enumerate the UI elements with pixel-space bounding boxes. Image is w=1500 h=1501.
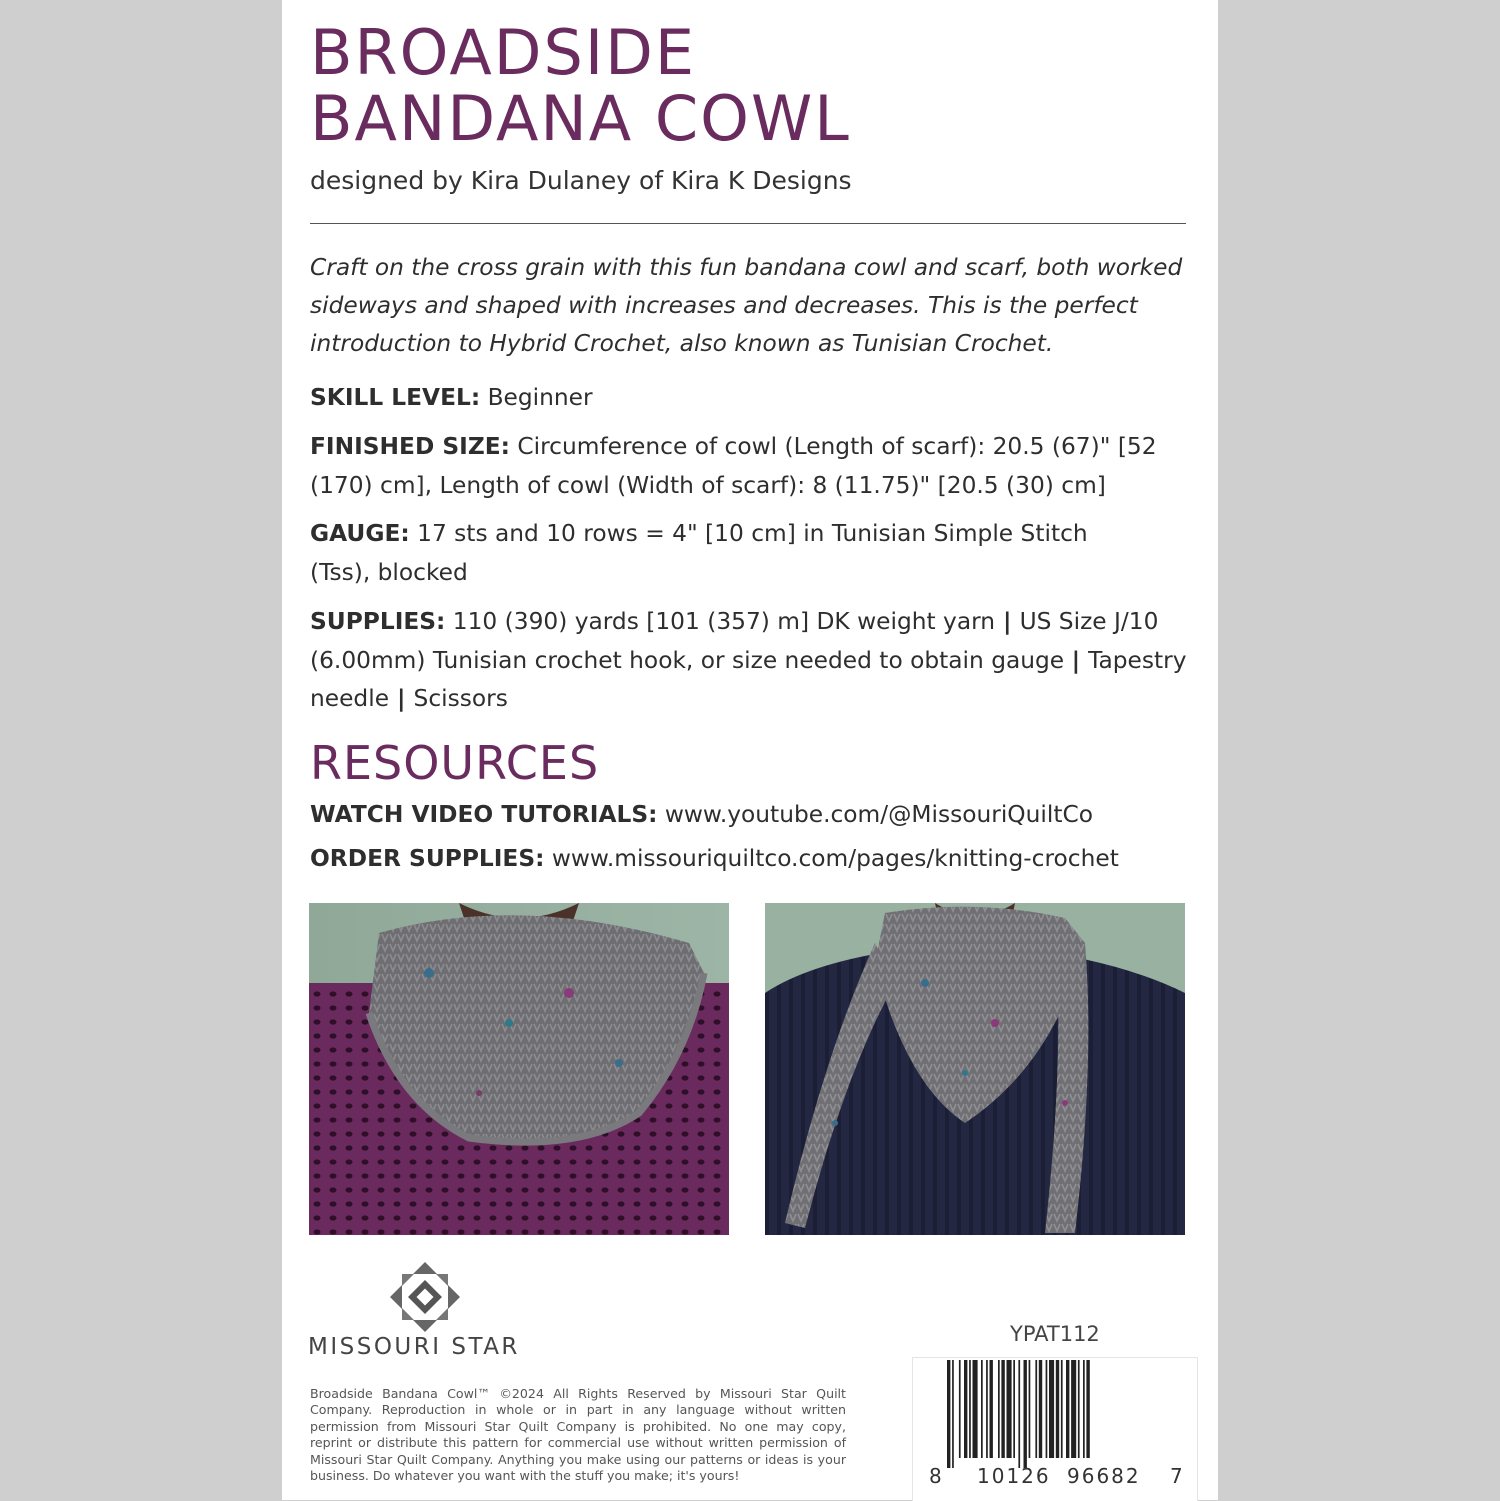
pattern-title: [310, 16, 851, 155]
barcode-digit-last: 7: [1170, 1464, 1183, 1488]
barcode-bar: [1013, 1360, 1015, 1458]
divider: [310, 223, 1186, 224]
order-supplies-label: ORDER SUPPLIES:: [310, 845, 545, 872]
barcode-bar: [1083, 1360, 1085, 1458]
barcode-bar: [1001, 1360, 1004, 1458]
scarf-photo: [765, 903, 1185, 1235]
barcode-bar: [947, 1360, 950, 1468]
copyright-notice: Broadside Bandana Cowl™ ©2024 All Rights Reserved by Missouri Star Quilt Company. Reproduction in whole or in part in any language without written permission from Missouri Star Quilt Company is prohibited. No one may copy, reprint or distribute this pattern for commercial use without written permission of Missouri Star Quilt Company. Anything you make using our patterns or ideas is your business. Do whatever you want with the stuff you make; it's yours!: [310, 1386, 846, 1484]
barcode-bar: [1061, 1360, 1063, 1458]
gauge-label: GAUGE:: [310, 520, 410, 547]
barcode-bar: [952, 1360, 954, 1468]
supplies-hook: US Size J/10 (6.00mm) Tunisian crochet hook, or size needed to obtain gauge: [310, 608, 1159, 674]
supplies-scissors: Scissors: [413, 685, 508, 712]
pattern-back-cover: [282, 0, 1218, 1500]
barcode-bar: [1024, 1360, 1027, 1468]
missouri-star-logo: [308, 1262, 548, 1362]
barcode-bar: [1029, 1360, 1031, 1458]
barcode-bar: [969, 1360, 971, 1458]
supplies-label: SUPPLIES:: [310, 608, 446, 635]
video-tutorials: [310, 801, 1093, 828]
video-tutorials-link[interactable]: www.youtube.com/@MissouriQuiltCo: [664, 801, 1094, 828]
skill-level-label: SKILL LEVEL:: [310, 384, 481, 411]
order-supplies: [310, 845, 1119, 872]
barcode-bar: [1086, 1360, 1089, 1458]
intro-paragraph: Craft on the cross grain with this fun bandana cowl and scarf, both worked sideways and shaped with increases and decreases. This is the perfect introduction to Hybrid Crochet, also known as Tunisian Crochet.: [310, 254, 1183, 357]
barcode-bar: [964, 1360, 967, 1458]
barcode-bar: [1078, 1360, 1080, 1458]
sku-code: YPAT112: [1010, 1322, 1100, 1346]
gauge-value: 17 sts and 10 rows = 4" [10 cm] in Tunisian Simple Stitch (Tss), blocked: [310, 520, 1088, 586]
barcode-digits: [913, 1464, 1197, 1494]
supplies-yarn: 110 (390) yards [101 (357) m] DK weight yarn: [452, 608, 996, 635]
barcode-bar: [973, 1360, 978, 1458]
supplies-separator: |: [397, 685, 406, 712]
barcode-bar: [990, 1360, 993, 1458]
finished-size-label: FINISHED SIZE:: [310, 433, 510, 460]
order-supplies-link[interactable]: www.missouriquiltco.com/pages/knitting-crochet: [551, 845, 1119, 872]
title-line-1: BROADSIDE: [310, 16, 697, 89]
barcode-bar: [998, 1360, 1000, 1458]
finished-size-value: Circumference of cowl (Length of scarf): 20.5 (67)" [52 (170) cm], Length of cowl (Width of scarf): 8 (11.75)" [20.5 (30) cm]: [310, 433, 1157, 499]
barcode-bar: [1035, 1360, 1037, 1458]
barcode-bar: [1007, 1360, 1012, 1458]
quilt-star-icon: [390, 1262, 460, 1332]
barcode-bar: [1071, 1360, 1076, 1458]
cowl-photo: [309, 903, 729, 1235]
designer-byline: designed by Kira Dulaney of Kira K Designs: [310, 166, 852, 195]
barcode-bar: [1066, 1360, 1069, 1458]
supplies-separator: |: [1003, 608, 1012, 635]
logo-wordmark: MISSOURI STAR: [308, 1334, 520, 1360]
barcode-bar: [959, 1360, 961, 1458]
barcode-bar: [981, 1360, 983, 1458]
upc-barcode: [912, 1357, 1198, 1501]
supplies: [310, 603, 1190, 719]
video-tutorials-label: WATCH VIDEO TUTORIALS:: [310, 801, 658, 828]
barcode-bar: [1049, 1360, 1054, 1458]
finished-size: [310, 428, 1190, 505]
barcode-bar: [986, 1360, 988, 1458]
barcode-digits-left: 10126: [977, 1464, 1051, 1488]
skill-level: [310, 379, 1190, 418]
resources-heading: RESOURCES: [310, 736, 600, 790]
barcode-digit-first: 8: [929, 1464, 942, 1488]
skill-level-value: Beginner: [487, 384, 593, 411]
supplies-separator: |: [1071, 646, 1081, 674]
gauge: [310, 515, 1110, 592]
barcode-digits-right: 96682: [1067, 1464, 1141, 1488]
barcode-bars: [913, 1358, 1197, 1468]
barcode-bar: [1018, 1360, 1020, 1468]
barcode-bar: [1039, 1360, 1042, 1458]
supplies-needle: Tapestry needle: [310, 646, 1187, 712]
title-line-2: BANDANA COWL: [310, 82, 851, 155]
barcode-bar: [1056, 1360, 1059, 1458]
barcode-bar: [1046, 1360, 1048, 1458]
